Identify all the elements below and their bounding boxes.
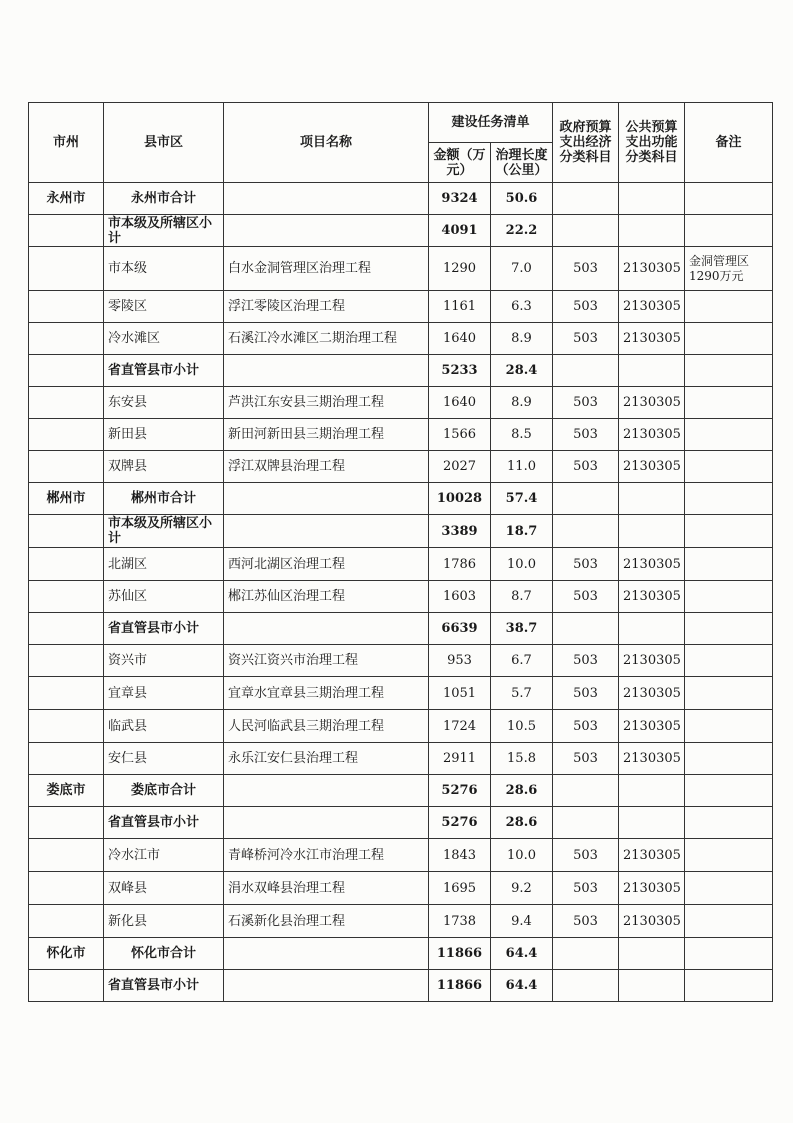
cell-func-class (619, 483, 685, 515)
cell-func-class: 2130305 (619, 581, 685, 613)
cell-remark (685, 387, 773, 419)
cell-county: 郴州市合计 (104, 483, 224, 515)
cell-project: 永乐江安仁县治理工程 (224, 743, 429, 775)
cell-county: 苏仙区 (104, 581, 224, 613)
cell-county: 市本级及所辖区小计 (104, 215, 224, 247)
cell-project: 浮江双牌县治理工程 (224, 451, 429, 483)
cell-amount: 1566 (429, 419, 491, 451)
cell-econ-class (553, 215, 619, 247)
cell-county: 娄底市合计 (104, 775, 224, 807)
cell-project: 西河北湖区治理工程 (224, 548, 429, 581)
cell-amount: 11866 (429, 970, 491, 1002)
cell-length: 57.4 (491, 483, 553, 515)
cell-county: 北湖区 (104, 548, 224, 581)
cell-project (224, 515, 429, 548)
cell-project: 资兴江资兴市治理工程 (224, 645, 429, 677)
table-row (29, 419, 773, 451)
cell-length: 64.4 (491, 970, 553, 1002)
cell-project (224, 938, 429, 970)
cell-city (29, 905, 104, 938)
cell-city (29, 548, 104, 581)
cell-project: 芦洪江东安县三期治理工程 (224, 387, 429, 419)
cell-city: 娄底市 (29, 775, 104, 807)
cell-length: 15.8 (491, 743, 553, 775)
cell-remark (685, 970, 773, 1002)
cell-func-class: 2130305 (619, 323, 685, 355)
table-row (29, 872, 773, 905)
table-row (29, 677, 773, 710)
cell-length: 28.6 (491, 807, 553, 839)
cell-county: 双峰县 (104, 872, 224, 905)
cell-econ-class: 503 (553, 247, 619, 291)
cell-project: 石溪江冷水滩区二期治理工程 (224, 323, 429, 355)
cell-city (29, 839, 104, 872)
cell-length: 10.5 (491, 710, 553, 743)
cell-project: 郴江苏仙区治理工程 (224, 581, 429, 613)
cell-county: 冷水江市 (104, 839, 224, 872)
cell-amount: 9324 (429, 183, 491, 215)
table-row (29, 323, 773, 355)
subtotal-row (29, 515, 773, 548)
cell-city: 怀化市 (29, 938, 104, 970)
cell-econ-class: 503 (553, 710, 619, 743)
cell-econ-class: 503 (553, 548, 619, 581)
cell-county: 市本级及所辖区小计 (104, 515, 224, 548)
cell-project: 宜章水宜章县三期治理工程 (224, 677, 429, 710)
cell-amount: 2027 (429, 451, 491, 483)
cell-func-class: 2130305 (619, 451, 685, 483)
header-city: 市州 (29, 103, 104, 183)
cell-project: 青峰桥河冷水江市治理工程 (224, 839, 429, 872)
cell-func-class (619, 807, 685, 839)
cell-econ-class: 503 (553, 581, 619, 613)
cell-amount: 4091 (429, 215, 491, 247)
cell-city (29, 581, 104, 613)
cell-amount: 1738 (429, 905, 491, 938)
cell-project (224, 483, 429, 515)
cell-func-class (619, 970, 685, 1002)
cell-amount: 953 (429, 645, 491, 677)
cell-econ-class (553, 355, 619, 387)
cell-remark (685, 938, 773, 970)
cell-remark (685, 710, 773, 743)
cell-project: 新田河新田县三期治理工程 (224, 419, 429, 451)
cell-county: 省直管县市小计 (104, 807, 224, 839)
cell-city (29, 451, 104, 483)
cell-amount: 10028 (429, 483, 491, 515)
cell-city: 永州市 (29, 183, 104, 215)
cell-county: 安仁县 (104, 743, 224, 775)
header-remark: 备注 (685, 103, 773, 183)
cell-length: 7.0 (491, 247, 553, 291)
city-total-row (29, 938, 773, 970)
header-project: 项目名称 (224, 103, 429, 183)
cell-econ-class: 503 (553, 743, 619, 775)
cell-func-class: 2130305 (619, 905, 685, 938)
cell-county: 市本级 (104, 247, 224, 291)
cell-func-class (619, 183, 685, 215)
cell-remark (685, 905, 773, 938)
cell-length: 64.4 (491, 938, 553, 970)
cell-amount: 1290 (429, 247, 491, 291)
cell-project: 石溪新化县治理工程 (224, 905, 429, 938)
cell-func-class (619, 215, 685, 247)
cell-city (29, 323, 104, 355)
cell-project: 浮江零陵区治理工程 (224, 291, 429, 323)
cell-remark (685, 807, 773, 839)
cell-remark (685, 677, 773, 710)
table-row (29, 905, 773, 938)
cell-city (29, 710, 104, 743)
cell-econ-class (553, 183, 619, 215)
cell-amount: 1051 (429, 677, 491, 710)
cell-amount: 1843 (429, 839, 491, 872)
table-row (29, 710, 773, 743)
cell-project (224, 183, 429, 215)
city-total-row (29, 483, 773, 515)
cell-county: 省直管县市小计 (104, 970, 224, 1002)
cell-amount: 5276 (429, 807, 491, 839)
cell-remark (685, 581, 773, 613)
cell-func-class (619, 515, 685, 548)
cell-city (29, 807, 104, 839)
cell-city (29, 291, 104, 323)
cell-county: 省直管县市小计 (104, 355, 224, 387)
cell-func-class: 2130305 (619, 872, 685, 905)
cell-project (224, 215, 429, 247)
table-row (29, 645, 773, 677)
cell-length: 9.4 (491, 905, 553, 938)
cell-econ-class: 503 (553, 645, 619, 677)
cell-city: 郴州市 (29, 483, 104, 515)
cell-amount: 6639 (429, 613, 491, 645)
subtotal-row (29, 807, 773, 839)
cell-project (224, 807, 429, 839)
cell-remark (685, 451, 773, 483)
cell-city (29, 970, 104, 1002)
cell-length: 10.0 (491, 548, 553, 581)
cell-city (29, 355, 104, 387)
table-row (29, 548, 773, 581)
cell-econ-class: 503 (553, 451, 619, 483)
cell-length: 8.5 (491, 419, 553, 451)
cell-remark (685, 215, 773, 247)
table-row (29, 581, 773, 613)
cell-econ-class: 503 (553, 677, 619, 710)
cell-city (29, 872, 104, 905)
cell-func-class: 2130305 (619, 839, 685, 872)
cell-county: 怀化市合计 (104, 938, 224, 970)
cell-amount: 1695 (429, 872, 491, 905)
cell-city (29, 419, 104, 451)
cell-project (224, 775, 429, 807)
cell-func-class: 2130305 (619, 548, 685, 581)
table-body (29, 183, 773, 1002)
cell-length: 8.7 (491, 581, 553, 613)
cell-remark (685, 872, 773, 905)
cell-func-class: 2130305 (619, 743, 685, 775)
cell-remark (685, 645, 773, 677)
table-row (29, 839, 773, 872)
cell-length: 8.9 (491, 323, 553, 355)
cell-func-class: 2130305 (619, 291, 685, 323)
cell-econ-class: 503 (553, 872, 619, 905)
cell-length: 9.2 (491, 872, 553, 905)
cell-econ-class: 503 (553, 905, 619, 938)
cell-length: 28.4 (491, 355, 553, 387)
cell-remark (685, 323, 773, 355)
cell-remark (685, 355, 773, 387)
cell-econ-class (553, 613, 619, 645)
cell-func-class (619, 355, 685, 387)
cell-amount: 1603 (429, 581, 491, 613)
city-total-row (29, 183, 773, 215)
cell-county: 东安县 (104, 387, 224, 419)
cell-econ-class: 503 (553, 323, 619, 355)
cell-city (29, 677, 104, 710)
cell-county: 宜章县 (104, 677, 224, 710)
header-county: 县市区 (104, 103, 224, 183)
cell-func-class: 2130305 (619, 387, 685, 419)
table-row (29, 387, 773, 419)
cell-remark (685, 548, 773, 581)
cell-length: 38.7 (491, 613, 553, 645)
cell-econ-class (553, 775, 619, 807)
cell-project (224, 970, 429, 1002)
cell-amount: 1161 (429, 291, 491, 323)
cell-amount: 5276 (429, 775, 491, 807)
table-row (29, 743, 773, 775)
cell-remark: 金洞管理区1290万元 (685, 247, 773, 291)
cell-econ-class: 503 (553, 419, 619, 451)
cell-func-class: 2130305 (619, 645, 685, 677)
cell-econ-class: 503 (553, 291, 619, 323)
cell-amount: 1640 (429, 323, 491, 355)
header-func-class: 公共预算支出功能分类科目 (619, 103, 685, 183)
cell-remark (685, 613, 773, 645)
cell-length: 8.9 (491, 387, 553, 419)
header-length: 治理长度（公里） (491, 143, 553, 183)
cell-econ-class: 503 (553, 387, 619, 419)
cell-city (29, 743, 104, 775)
cell-econ-class (553, 483, 619, 515)
cell-project: 涓水双峰县治理工程 (224, 872, 429, 905)
cell-remark (685, 839, 773, 872)
cell-amount: 2911 (429, 743, 491, 775)
cell-econ-class (553, 970, 619, 1002)
cell-econ-class (553, 515, 619, 548)
header-amount: 金额（万元） (429, 143, 491, 183)
cell-county: 冷水滩区 (104, 323, 224, 355)
cell-remark (685, 775, 773, 807)
cell-project: 白水金洞管理区治理工程 (224, 247, 429, 291)
cell-county: 双牌县 (104, 451, 224, 483)
cell-project (224, 613, 429, 645)
table-row (29, 247, 773, 291)
cell-econ-class (553, 938, 619, 970)
cell-remark (685, 291, 773, 323)
cell-length: 6.7 (491, 645, 553, 677)
budget-table (28, 102, 773, 1002)
cell-length: 50.6 (491, 183, 553, 215)
cell-amount: 1640 (429, 387, 491, 419)
table-row (29, 291, 773, 323)
cell-length: 18.7 (491, 515, 553, 548)
cell-func-class: 2130305 (619, 677, 685, 710)
cell-city (29, 515, 104, 548)
cell-func-class: 2130305 (619, 247, 685, 291)
cell-length: 10.0 (491, 839, 553, 872)
cell-county: 新田县 (104, 419, 224, 451)
subtotal-row (29, 215, 773, 247)
cell-amount: 5233 (429, 355, 491, 387)
cell-remark (685, 483, 773, 515)
header-task-list: 建设任务清单 (429, 103, 553, 143)
cell-length: 22.2 (491, 215, 553, 247)
cell-func-class: 2130305 (619, 710, 685, 743)
cell-amount: 1786 (429, 548, 491, 581)
cell-remark (685, 743, 773, 775)
cell-length: 5.7 (491, 677, 553, 710)
cell-length: 6.3 (491, 291, 553, 323)
cell-func-class (619, 775, 685, 807)
cell-county: 临武县 (104, 710, 224, 743)
cell-city (29, 215, 104, 247)
cell-county: 省直管县市小计 (104, 613, 224, 645)
subtotal-row (29, 613, 773, 645)
cell-func-class: 2130305 (619, 419, 685, 451)
cell-length: 28.6 (491, 775, 553, 807)
cell-remark (685, 515, 773, 548)
cell-county: 永州市合计 (104, 183, 224, 215)
cell-amount: 11866 (429, 938, 491, 970)
cell-county: 新化县 (104, 905, 224, 938)
cell-func-class (619, 938, 685, 970)
cell-city (29, 613, 104, 645)
header-econ-class: 政府预算支出经济分类科目 (553, 103, 619, 183)
cell-length: 11.0 (491, 451, 553, 483)
cell-func-class (619, 613, 685, 645)
cell-remark (685, 183, 773, 215)
cell-city (29, 645, 104, 677)
subtotal-row (29, 970, 773, 1002)
cell-remark (685, 419, 773, 451)
cell-county: 资兴市 (104, 645, 224, 677)
cell-amount: 3389 (429, 515, 491, 548)
cell-project (224, 355, 429, 387)
cell-econ-class (553, 807, 619, 839)
cell-county: 零陵区 (104, 291, 224, 323)
cell-econ-class: 503 (553, 839, 619, 872)
cell-city (29, 387, 104, 419)
cell-amount: 1724 (429, 710, 491, 743)
table-row (29, 451, 773, 483)
cell-project: 人民河临武县三期治理工程 (224, 710, 429, 743)
city-total-row (29, 775, 773, 807)
subtotal-row (29, 355, 773, 387)
cell-city (29, 247, 104, 291)
